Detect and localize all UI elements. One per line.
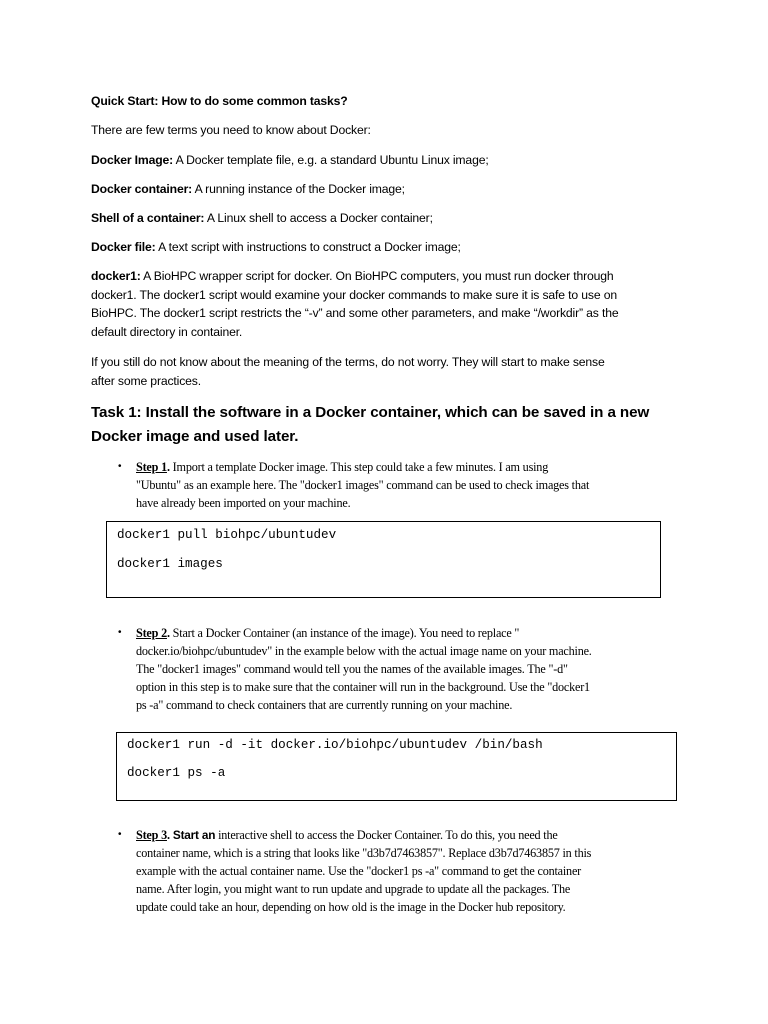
step1-text: Import a template Docker image. This step could take a few minutes. I am using (169, 460, 549, 474)
step3-line: update could take an hour, depending on how old is the image in the Docker hub repository. (136, 900, 566, 914)
step1-line (136, 458, 676, 476)
step3-text: interactive shell to access the Docker Container. To do this, you need the (215, 828, 558, 842)
term-definition: A Linux shell to access a Docker container; (204, 211, 433, 225)
code-line: docker1 images (117, 557, 223, 571)
term-label: Shell of a container: (91, 211, 205, 225)
term-definition: A Docker template file, e.g. a standard Ubuntu Linux image; (173, 153, 489, 167)
step2-line: ps -a" command to check containers that are currently running on your machine. (136, 698, 513, 712)
closing-line: If you still do not know about the meaning of the terms, do not worry. They will start to make sense (91, 355, 605, 369)
docker1-line: docker1. The docker1 script would examine your docker commands to make sure it is safe to use on (91, 288, 617, 302)
term-label: Docker file: (91, 240, 156, 254)
code-line: docker1 run -d -it docker.io/biohpc/ubuntudev /bin/bash (127, 738, 543, 752)
step3-line: name. After login, you might want to run update and upgrade to update all the packages. The (136, 882, 571, 896)
term-docker-image (91, 151, 671, 170)
step3-line: container name, which is a string that looks like "d3b7d7463857". Replace d3b7d7463857 in this (136, 846, 592, 860)
step3-line: example with the actual container name. Use the "docker1 ps -a" command to get the container (136, 864, 582, 878)
step2-text: Start a Docker Container (an instance of the image). You need to replace " (169, 626, 520, 640)
closing-line: after some practices. (91, 374, 201, 388)
code-line: docker1 ps -a (127, 766, 226, 780)
task1-title-line: Docker image and used later. (91, 428, 299, 445)
term-docker-file (91, 238, 671, 257)
step2-line: The "docker1 images" command would tell you the names of the available images. The "-d" (136, 662, 568, 676)
term-label: docker1: (91, 269, 141, 283)
step2-line (136, 624, 676, 642)
term-docker-container (91, 180, 671, 199)
step2-line: option in this step is to make sure that the container will run in the background. Use the "docker1 (136, 680, 590, 694)
term-docker1 (91, 267, 671, 286)
docker1-line: BioHPC. The docker1 script restricts the “-v” and some other parameters, and make “/workdir” as the (91, 306, 619, 320)
task1-title-line: Task 1: Install the software in a Docker container, which can be saved in a new (91, 404, 650, 421)
step2-code-block (116, 732, 677, 801)
bullet-icon: • (118, 461, 122, 472)
step3-line (136, 826, 676, 844)
step1-label: Step 1 (136, 460, 167, 474)
terms-intro: There are few terms you need to know about Docker: (91, 123, 371, 137)
bullet-icon: • (118, 627, 122, 638)
step2-label: Step 2 (136, 626, 167, 640)
code-line: docker1 pull biohpc/ubuntudev (117, 528, 337, 542)
term-definition: A running instance of the Docker image; (192, 182, 405, 196)
step1-line: "Ubuntu" as an example here. The "docker1 images" command can be used to check images that (136, 478, 590, 492)
page-heading: Quick Start: How to do some common tasks? (91, 94, 348, 108)
step2-label-suffix: . (166, 626, 170, 640)
step2-line: docker.io/biohpc/ubuntudev" in the example below with the actual image name on your machine. (136, 644, 592, 658)
docker1-line: A BioHPC wrapper script for docker. On BioHPC computers, you must run docker through (140, 269, 614, 283)
step3-start-word: Start an (169, 828, 216, 842)
term-label: Docker container: (91, 182, 193, 196)
step1-label-suffix: . (166, 460, 170, 474)
step1-line: have already been imported on your machine. (136, 496, 351, 510)
bullet-icon: • (118, 829, 122, 840)
step1-code-block (106, 521, 661, 598)
term-shell (91, 209, 671, 228)
term-label: Docker Image: (91, 153, 174, 167)
step3-label-suffix: . (166, 828, 170, 842)
term-definition: A text script with instructions to construct a Docker image; (155, 240, 461, 254)
docker1-line: default directory in container. (91, 325, 243, 339)
step3-label: Step 3 (136, 828, 167, 842)
